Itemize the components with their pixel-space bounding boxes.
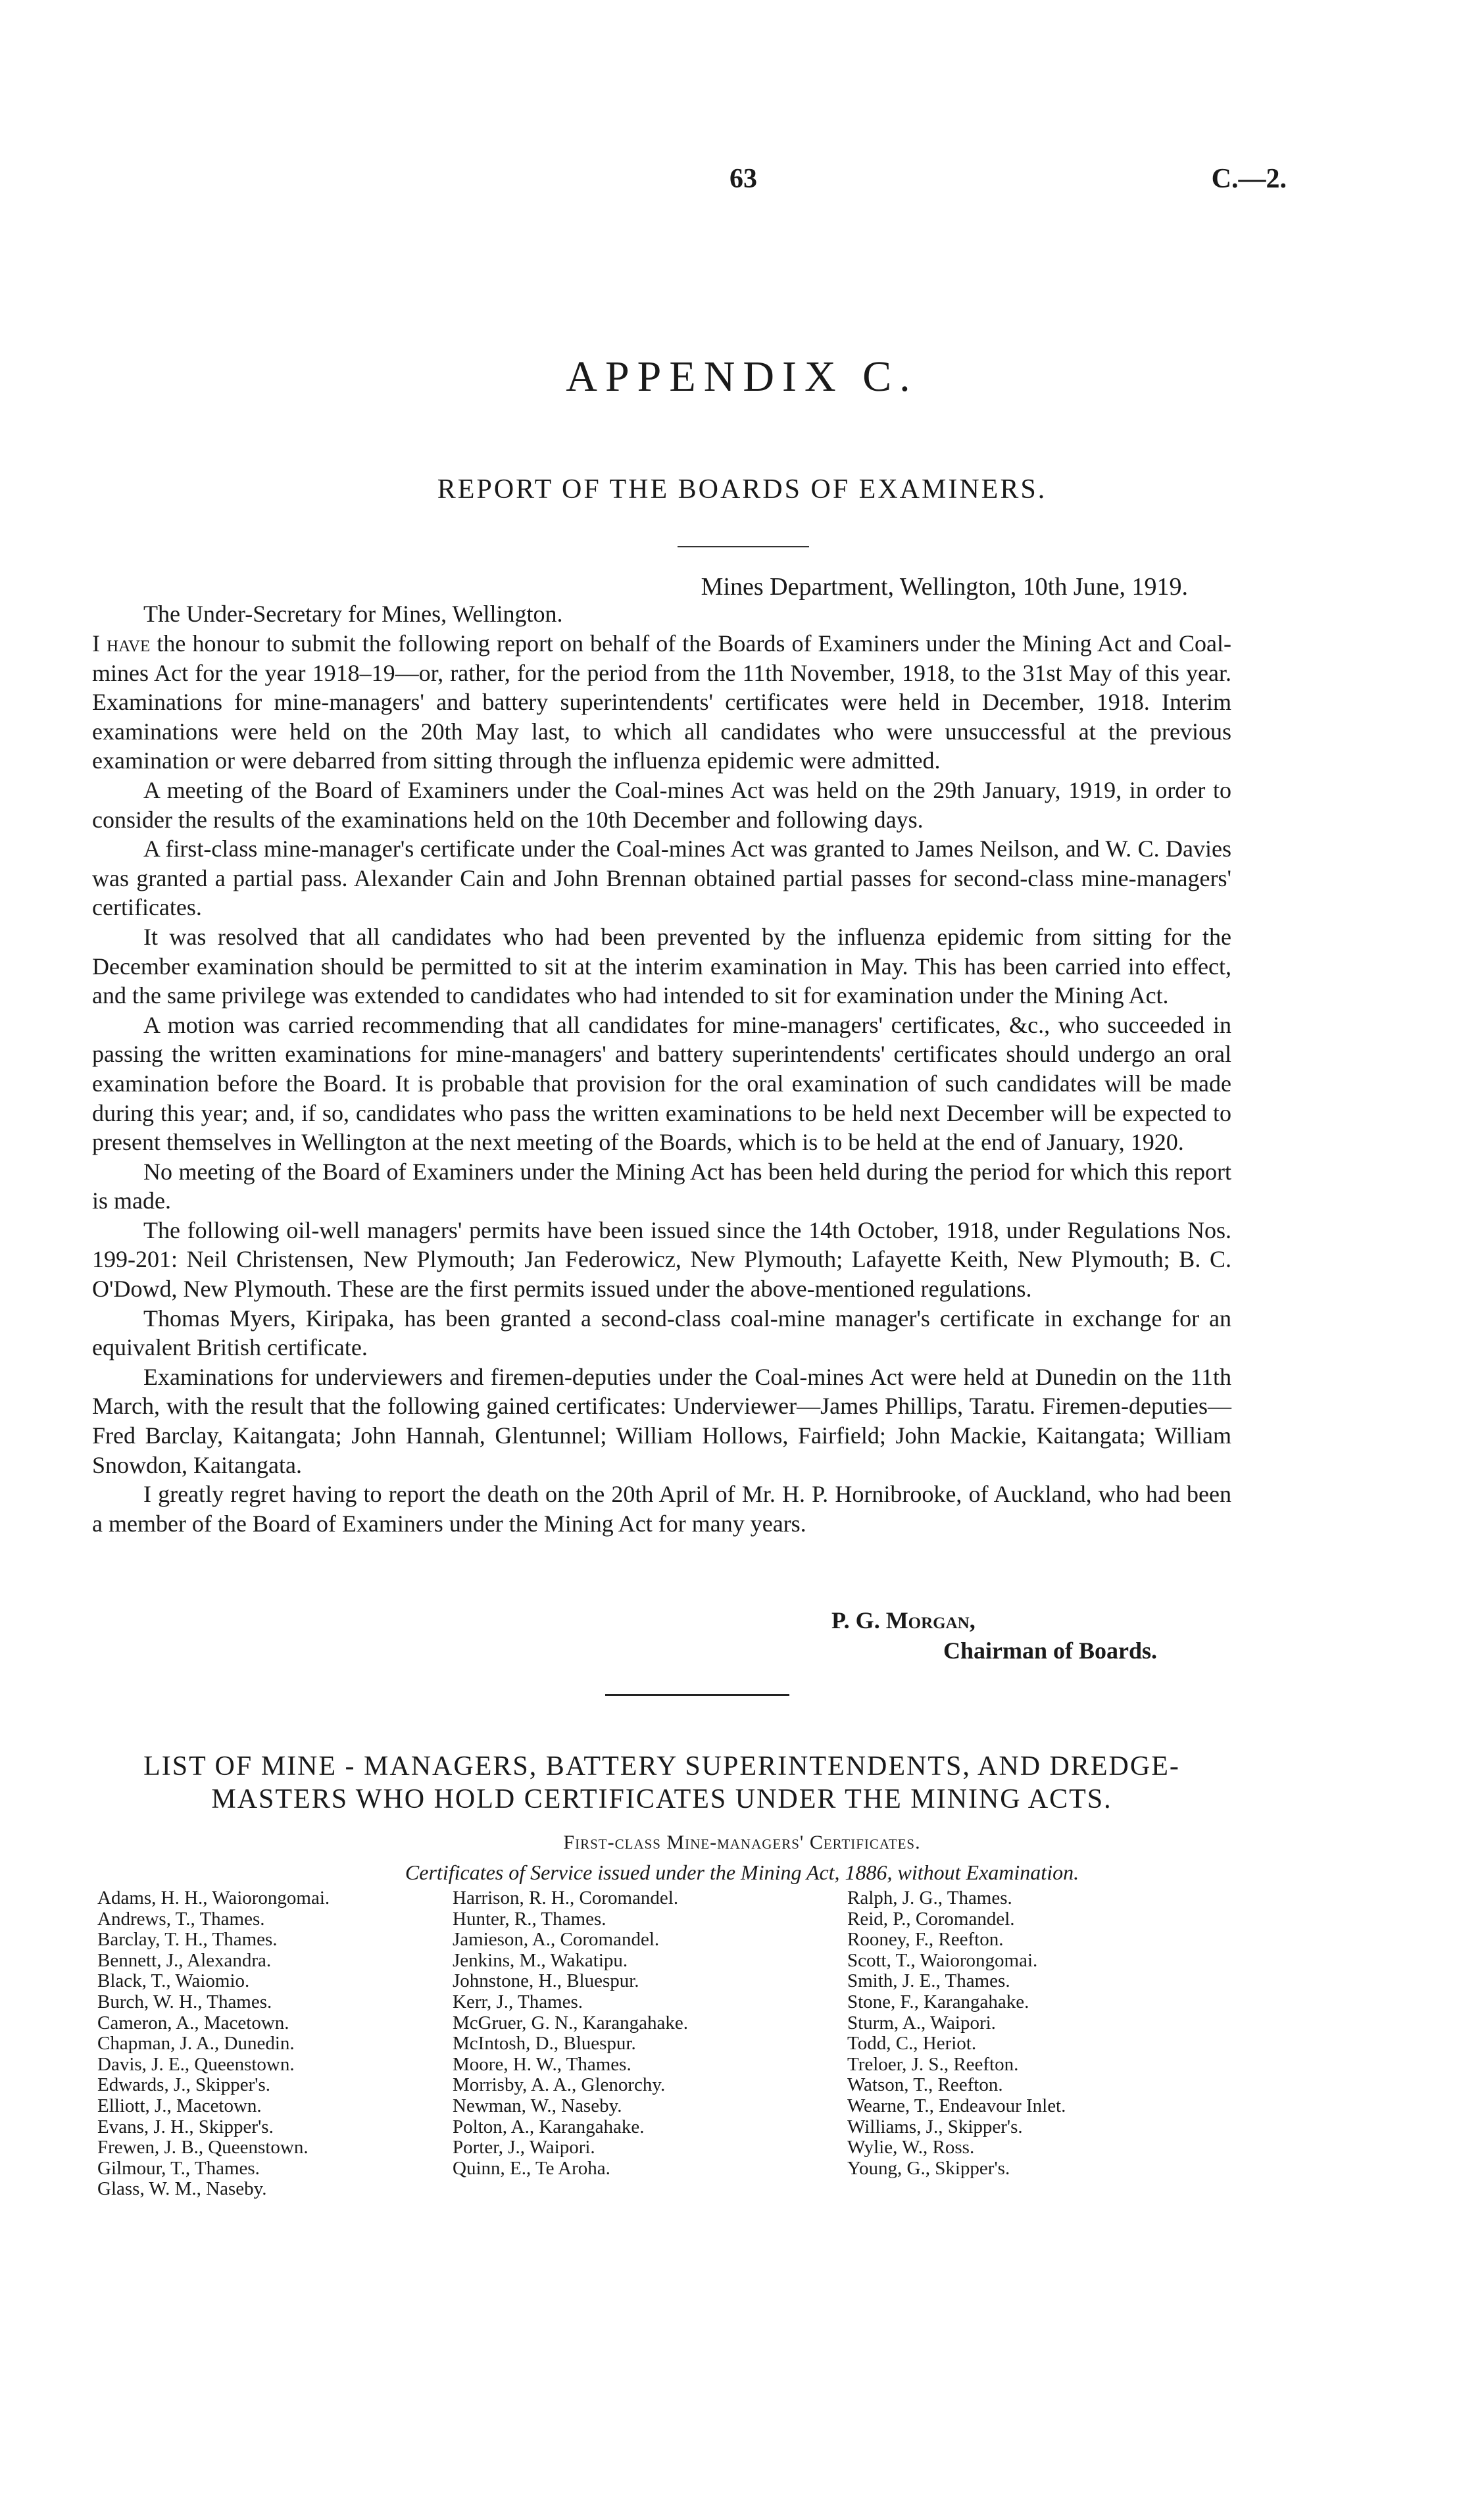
- list-item: Adams, H. H., Waiorongomai.: [97, 1887, 330, 1908]
- letter-paragraph: It was resolved that all candidates who had been prevented by the influenza epidemic from sitting for the December examination should be permitted to sit at the interim examination in May. This has been carried into effect, and the same privilege was extended to candidates who had intended to sit for examination under the Mining Act.: [92, 923, 1231, 1009]
- list-item: Sturm, A., Waipori.: [847, 2012, 996, 2033]
- signature-name: P. G. Morgan,: [831, 1607, 976, 1634]
- list-item: Hunter, R., Thames.: [453, 1908, 606, 1930]
- list-item: Harrison, R. H., Coromandel.: [453, 1887, 679, 1908]
- names-column-2: [453, 1888, 847, 2200]
- list-item: Newman, W., Naseby.: [453, 2095, 622, 2116]
- document-reference: C.—2.: [1211, 164, 1287, 194]
- list-item: Wearne, T., Endeavour Inlet.: [847, 2095, 1066, 2116]
- list-item: Andrews, T., Thames.: [97, 1908, 265, 1930]
- list-item: Rooney, F., Reefton.: [847, 1929, 1004, 1951]
- list-item: McGruer, G. N., Karangahake.: [453, 2012, 688, 2033]
- list-item: Smith, J. E., Thames.: [847, 1970, 1010, 1992]
- letter-addressee: The Under-Secretary for Mines, Wellington.: [143, 601, 563, 627]
- list-item: Cameron, A., Macetown.: [97, 2012, 289, 2033]
- list-item: Ralph, J. G., Thames.: [847, 1887, 1012, 1908]
- letter-paragraph: Thomas Myers, Kiripaka, has been granted a second-class coal-mine manager's certificate in exchange for an equivalent British certificate.: [92, 1305, 1231, 1361]
- list-item: Watson, T., Reefton.: [847, 2074, 1003, 2096]
- list-item: Gilmour, T., Thames.: [97, 2157, 260, 2179]
- letter-paragraph: Examinations for underviewers and firemen-deputies under the Coal-mines Act were held at Dunedin on the 11th March, with the result that the following gained certificates: Underviewer—James Phillips, Taratu. Firemen-deputies—Fred Barclay, Kaitangata; John Hannah, Glentunnel; William Hollows, Fairfield; John Mackie, Kaitangata; William Snowdon, Kaitangata.: [92, 1363, 1231, 1478]
- letter-paragraph: A first-class mine-manager's certificate under the Coal-mines Act was granted to James Neilson, and W. C. Davies was granted a partial pass. Alexander Cain and John Brennan obtained partial passes for second-class mine-managers' certificates.: [92, 835, 1231, 921]
- names-column-3: [847, 1888, 1229, 2200]
- list-item: Stone, F., Karangahake.: [847, 1991, 1029, 2012]
- list-item: Porter, J., Waipori.: [453, 2137, 595, 2158]
- signature-role: Chairman of Boards.: [943, 1637, 1158, 1664]
- list-item: Young, G., Skipper's.: [847, 2157, 1010, 2179]
- list-item: Scott, T., Waiorongomai.: [847, 1949, 1038, 1971]
- letter-paragraph: A meeting of the Board of Examiners under the Coal-mines Act was held on the 29th January, 1919, in order to consider the results of the examinations held on the 10th December and following days.: [92, 776, 1231, 833]
- list-item: Glass, W. M., Naseby.: [97, 2178, 267, 2200]
- letter-paragraph: I greatly regret having to report the death on the 20th April of Mr. H. P. Hornibrooke, of Auckland, who had been a member of the Board of Examiners under the Mining Act for many years.: [92, 1481, 1231, 1537]
- names-column-1: [97, 1888, 453, 2200]
- letter-paragraph: A motion was carried recommending that all candidates for mine-managers' certificates, &c., who succeeded in passing the written examinations for mine-managers' and battery superintendents' certificates should undergo an oral examination before the Board. It is probable that provision for the oral examination of such candidates will be made during this year; and, if so, candidates who pass the written examinations to be held next December will be expected to present themselves in Wellington at the next meeting of the Boards, which is to be held at the end of January, 1920.: [92, 1011, 1231, 1156]
- list-item: Treloer, J. S., Reefton.: [847, 2053, 1019, 2075]
- list-item: McIntosh, D., Bluespur.: [453, 2033, 636, 2055]
- list-item: Burch, W. H., Thames.: [97, 1991, 272, 2012]
- section-heading: First-class Mine-managers' Certificates.: [563, 1832, 921, 1853]
- letter-dateline: Mines Department, Wellington, 10th June, 1919.: [701, 573, 1188, 601]
- list-item: Davis, J. E., Queenstown.: [97, 2053, 295, 2075]
- list-item: Reid, P., Coromandel.: [847, 1908, 1015, 1930]
- list-item: Barclay, T. H., Thames.: [97, 1929, 278, 1951]
- list-item: Black, T., Waiomio.: [97, 1970, 250, 1992]
- list-item: Johnstone, H., Bluespur.: [453, 1970, 639, 1992]
- certificate-holders-list: [97, 1888, 1229, 2200]
- list-item: Jamieson, A., Coromandel.: [453, 1929, 660, 1951]
- page-number: 63: [730, 164, 757, 194]
- list-item: Wylie, W., Ross.: [847, 2137, 975, 2158]
- letter-paragraph: The following oil-well managers' permits have been issued since the 14th October, 1918, under Regulations Nos. 199-201: Neil Christensen, New Plymouth; Jan Federowicz, New Plymouth; Lafayette Keith, New Plymouth; B. C. O'Dowd, New Plymouth. These are the first permits issued under the above-mentioned regulations.: [92, 1216, 1231, 1303]
- letter-paragraph: No meeting of the Board of Examiners under the Mining Act has been held during the period for which this report is made.: [92, 1158, 1231, 1214]
- section-subheading: Certificates of Service issued under the Mining Act, 1886, without Examination.: [405, 1860, 1079, 1884]
- appendix-title: APPENDIX C.: [566, 353, 918, 401]
- list-item: Williams, J., Skipper's.: [847, 2116, 1023, 2137]
- list-item: Morrisby, A. A., Glenorchy.: [453, 2074, 666, 2096]
- report-title: REPORT OF THE BOARDS OF EXAMINERS.: [437, 474, 1047, 505]
- list-item: Jenkins, M., Wakatipu.: [453, 1949, 628, 1971]
- list-item: Moore, H. W., Thames.: [453, 2053, 631, 2075]
- list-item: Frewen, J. B., Queenstown.: [97, 2137, 309, 2158]
- list-item: Elliott, J., Macetown.: [97, 2095, 262, 2116]
- list-item: Todd, C., Heriot.: [847, 2033, 977, 2055]
- list-item: Kerr, J., Thames.: [453, 1991, 583, 2012]
- divider-rule: [678, 546, 809, 547]
- section-divider-rule: [605, 1694, 789, 1696]
- letter-paragraph: [92, 629, 1231, 776]
- signature-block: [831, 1605, 1157, 1666]
- list-item: Polton, A., Karangahake.: [453, 2116, 645, 2137]
- list-item: Edwards, J., Skipper's.: [97, 2074, 270, 2096]
- list-item: Chapman, J. A., Dunedin.: [97, 2033, 295, 2055]
- list-item: Quinn, E., Te Aroha.: [453, 2157, 610, 2179]
- list-heading: LIST OF MINE - MANAGERS, BATTERY SUPERINTENDENTS, AND DREDGE-MASTERS WHO HOLD CERTIFICATES UNDER THE MINING ACTS.: [143, 1751, 1180, 1814]
- letter-body: [92, 629, 1231, 1538]
- list-item: Bennett, J., Alexandra.: [97, 1949, 272, 1971]
- list-item: Evans, J. H., Skipper's.: [97, 2116, 274, 2137]
- paragraph-text: the honour to submit the following report on behalf of the Boards of Examiners under the Mining Act and Coal-mines Act for the year 1918–19—or, rather, for the period from the 11th November, 1918, to the 31st May of this year. Examinations for mine-managers' and battery superintendents' certificates were held in December, 1918. Interim examinations were held on the 20th May last, to which all candidates who were unsuccessful at the previous examination or were debarred from sitting through the influenza epidemic were admitted.: [92, 630, 1232, 774]
- opening-words: I have: [92, 630, 151, 657]
